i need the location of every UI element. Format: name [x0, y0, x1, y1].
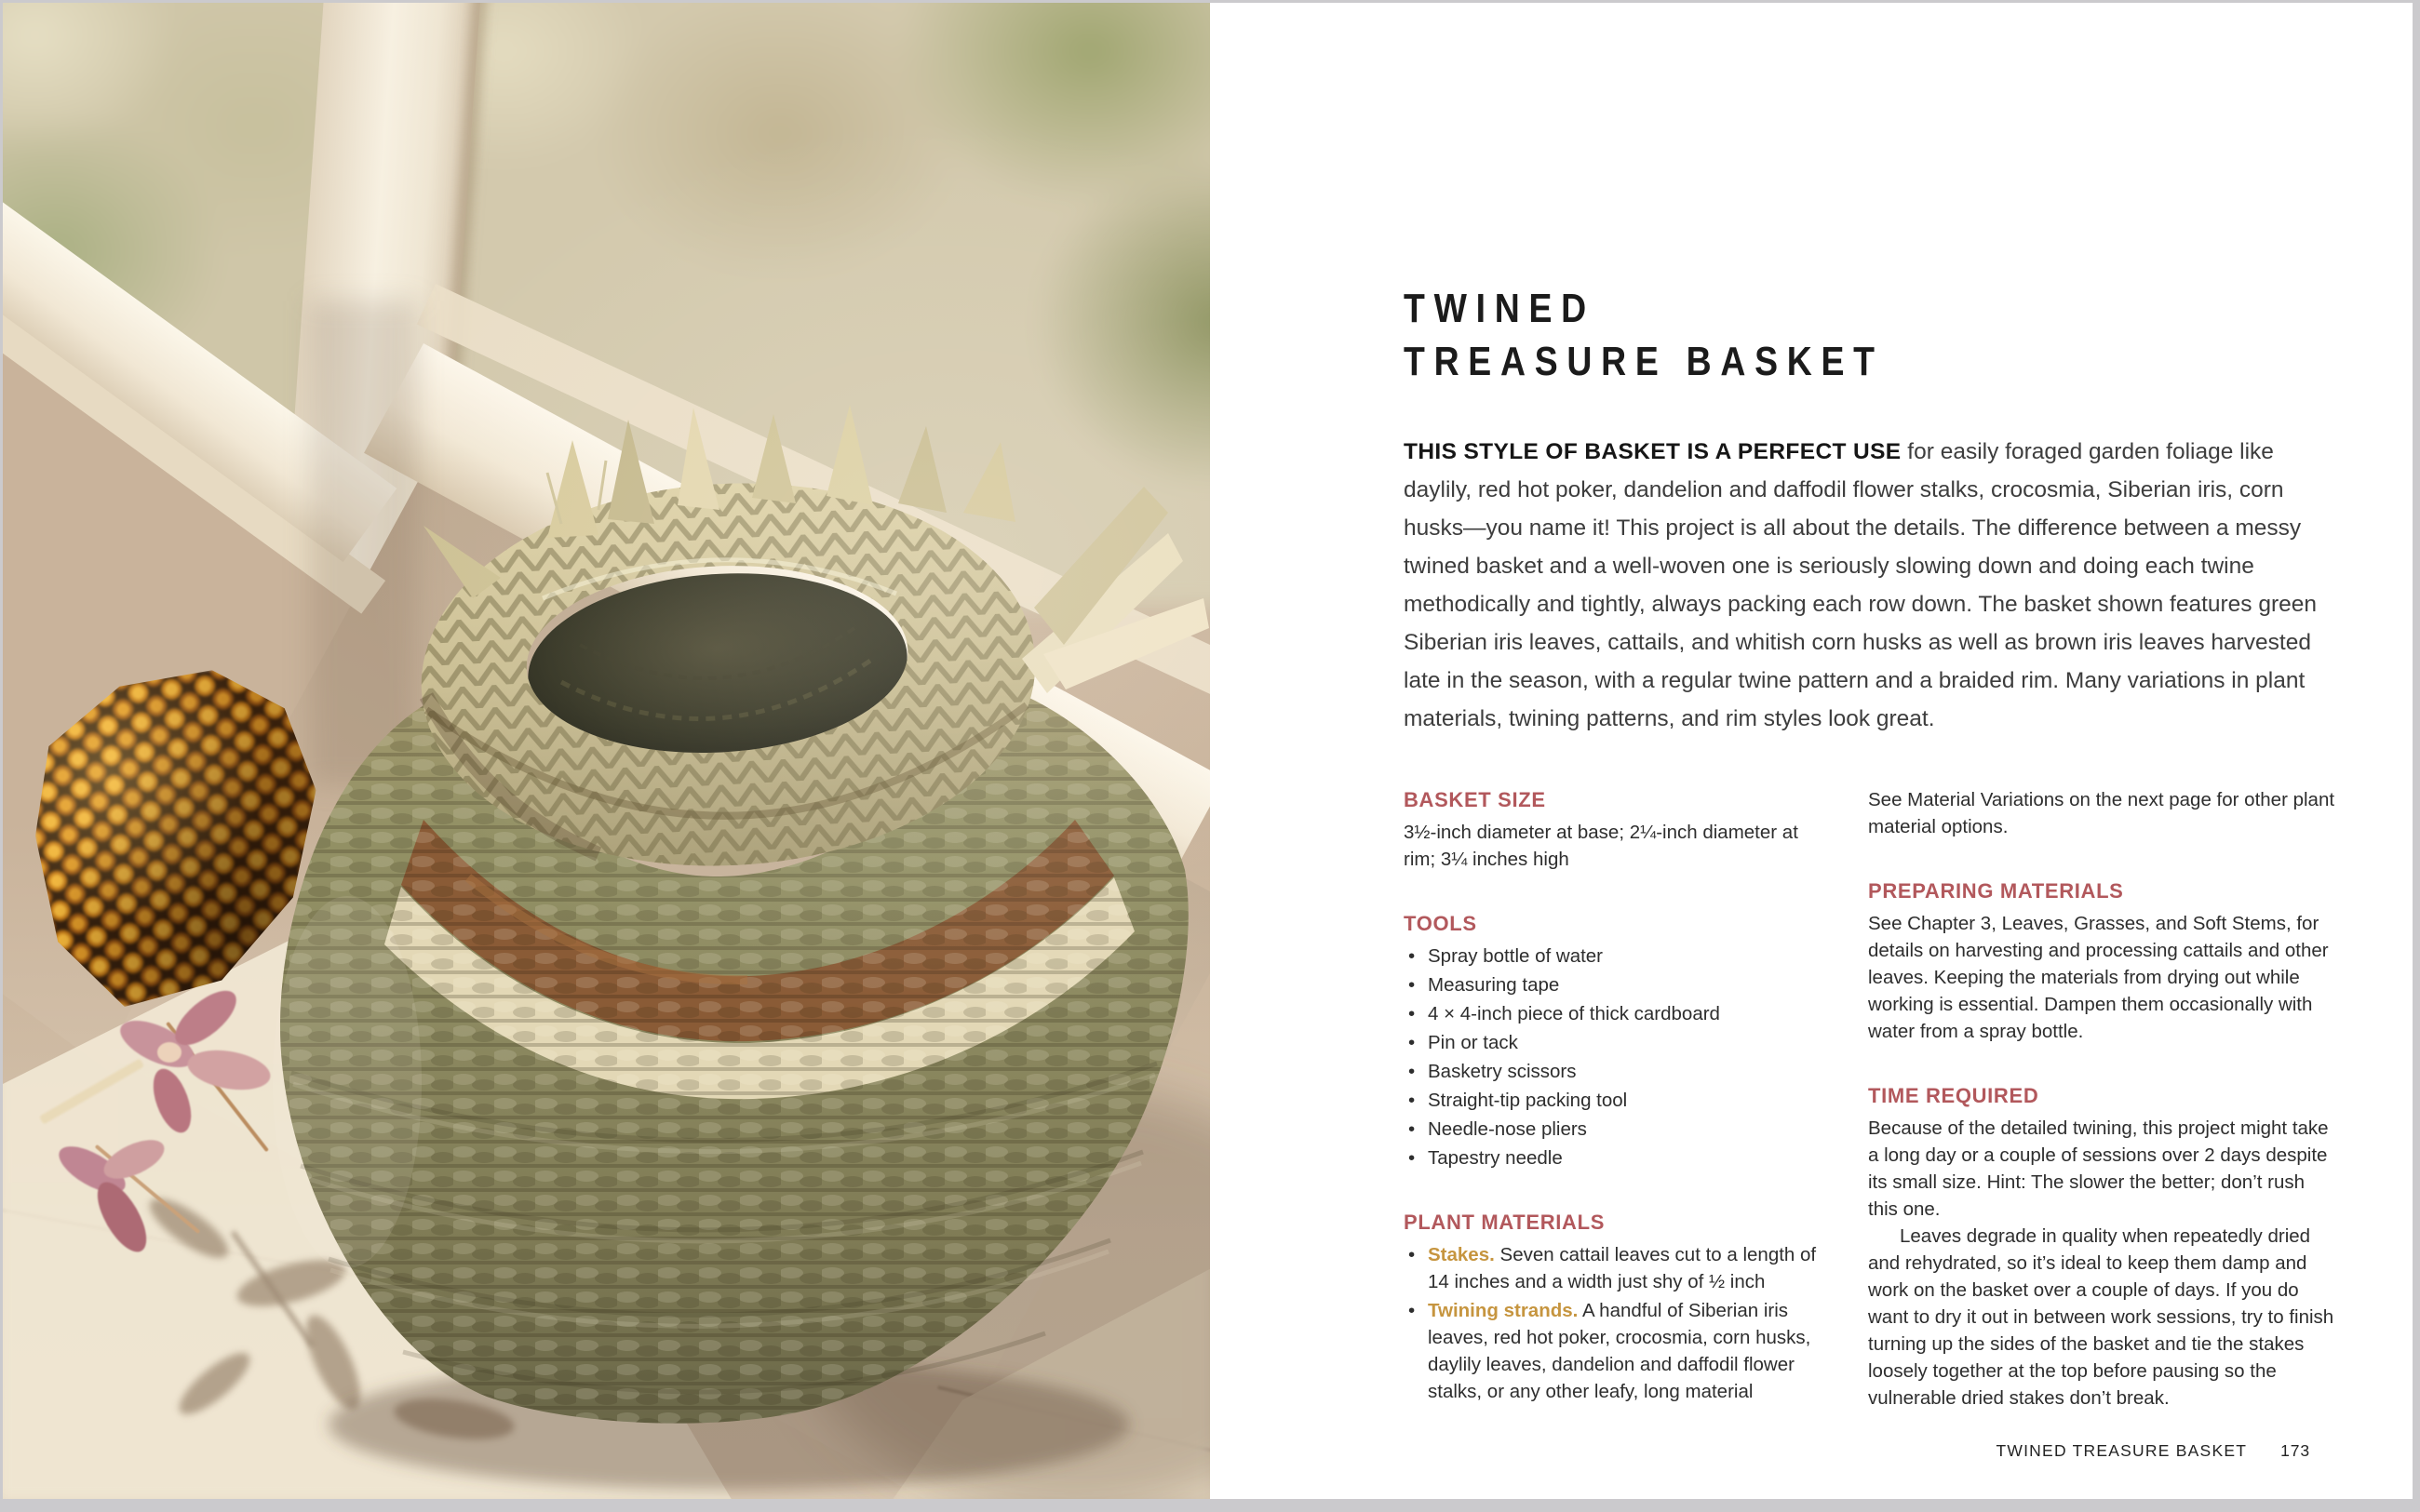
basket-size-heading: BASKET SIZE — [1404, 788, 1546, 811]
list-item: • Measuring tape — [1404, 971, 1834, 998]
list-item: • Tapestry needle — [1404, 1144, 1834, 1171]
list-item: • 4 × 4-inch piece of thick cardboard — [1404, 1000, 1834, 1027]
section-plant-materials — [1404, 1209, 1834, 1405]
intro-body: for easily foraged garden foliage like daylily, red hot poker, dandelion and daffodil flower stalks, crocosmia, Siberian iris, corn husks—you name it! This project is all about the details. The difference between a messy twined basket and a well-woven one is seriously slowing down and doing each twine methodically and tightly, always packing each row down. The basket shown features green Siberian iris leaves, cattails, and whitish corn husks as well as brown iris leaves harvested late in the season, with a regular twine pattern and a braided rim. Many variations in plant materials, twining patterns, and rim styles look great. — [1404, 439, 2318, 731]
section-material-note — [1868, 786, 2335, 840]
plant-materials-heading: PLANT MATERIALS — [1404, 1211, 1606, 1234]
list-item: • Spray bottle of water — [1404, 943, 1834, 970]
plant-materials-list — [1404, 1241, 1834, 1405]
material-note: See Material Variations on the next page for other plant material options. — [1868, 789, 2335, 837]
page-title-line1: TWINED — [1404, 286, 1595, 331]
preparing-materials-heading: PREPARING MATERIALS — [1868, 879, 2124, 903]
basket-photo — [3, 3, 1210, 1499]
list-item — [1404, 1297, 1834, 1405]
list-item-lead: Stakes. — [1428, 1244, 1495, 1265]
light-overlay — [3, 3, 1210, 1499]
tools-list — [1404, 943, 1834, 1171]
section-basket-size — [1404, 786, 1834, 873]
list-item: • Pin or tack — [1404, 1029, 1834, 1056]
column-right — [1868, 786, 2335, 1412]
list-item-text: Seven cattail leaves cut to a length of 14 inches and a width just shy of ½ inch — [1428, 1244, 1817, 1292]
running-footer — [1404, 1441, 2310, 1461]
tools-heading: TOOLS — [1404, 912, 1477, 935]
list-item: • Straight-tip packing tool — [1404, 1087, 1834, 1114]
section-preparing-materials — [1868, 877, 2335, 1045]
section-tools — [1404, 910, 1834, 1171]
intro-paragraph — [1404, 433, 2321, 738]
column-left — [1404, 786, 1834, 1407]
basket-size-body: 3½-inch diameter at base; 2¼-inch diameter at rim; 3¼ inches high — [1404, 822, 1798, 870]
section-time-required — [1868, 1082, 2335, 1412]
time-required-heading: TIME REQUIRED — [1868, 1084, 2039, 1107]
list-item — [1404, 1241, 1834, 1295]
preparing-materials-body: See Chapter 3, Leaves, Grasses, and Soft Stems, for details on harvesting and processing cattails and other leaves. Keeping the materials from drying out while working is essential. Dampen them occasionally with water from a spray bottle. — [1868, 913, 2329, 1042]
intro-lead-in: THIS STYLE OF BASKET IS A PERFECT USE — [1404, 439, 1902, 464]
page-number: 173 — [2280, 1441, 2310, 1460]
page-title-line2: TREASURE BASKET — [1404, 339, 1884, 384]
footer-title: TWINED TREASURE BASKET — [1996, 1441, 2248, 1460]
list-item-text: A handful of Siberian iris leaves, red hot poker, crocosmia, corn husks, daylily leaves, dandelion and daffodil flower stalks, or any other leafy, long material — [1428, 1300, 1811, 1402]
time-required-para2: Leaves degrade in quality when repeatedly dried and rehydrated, so it’s ideal to keep them damp and work on the basket over a couple of days. If you do want to dry it out in between work sessions, try to finish turning up the sides of the basket and tie the stakes loosely together at the top before pausing so the vulnerable dried stakes don’t break. — [1868, 1225, 2334, 1409]
list-item: • Needle-nose pliers — [1404, 1116, 1834, 1143]
time-required-para1: Because of the detailed twining, this project might take a long day or a couple of sessions over 2 days despite its small size. Hint: The slower the better; don’t rush this one. — [1868, 1117, 2329, 1220]
page-title — [1404, 282, 1884, 388]
list-item: • Basketry scissors — [1404, 1058, 1834, 1085]
list-item-lead: Twining strands. — [1428, 1300, 1579, 1321]
book-page — [1210, 3, 2413, 1499]
